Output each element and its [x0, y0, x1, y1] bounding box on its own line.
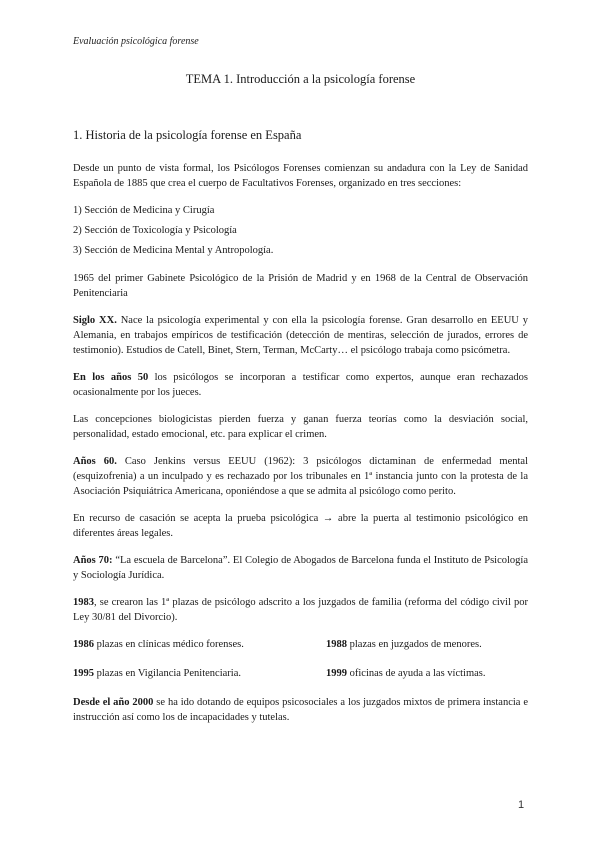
paragraph-2000: [73, 695, 528, 725]
section-heading: 1. Historia de la psicología forense en España: [73, 128, 302, 142]
paragraph-anos-60: [73, 454, 528, 499]
y2000-label: Desde el año 2000: [73, 697, 154, 708]
paragraph-anos-50: [73, 370, 528, 400]
year-label: 1986: [73, 639, 94, 650]
milestone-text: plazas en Vigilancia Penitenciaria.: [94, 668, 241, 679]
y1983-text: , se crearon las 1ª plazas de psicólogo adscrito a los juzgados de familia (reforma del código civil por Ley 30/81 del Divorcio).: [73, 597, 528, 623]
siglo-label: Siglo XX.: [73, 315, 117, 326]
milestones-row-2: [73, 666, 528, 681]
y2000-text: se ha ido dotando de equipos psicosociales a los juzgados mixtos de primera instancia e instrucción así como los de incapacidades y tutelas.: [73, 697, 528, 723]
year-label: 1988: [326, 639, 347, 650]
running-header: Evaluación psicológica forense: [73, 36, 199, 47]
year-label: 1999: [326, 668, 347, 679]
milestone-1995: [73, 666, 326, 681]
y1983-label: 1983: [73, 597, 94, 608]
siglo-text: Nace la psicología experimental y con ella la psicología forense. Gran desarrollo en EEUU y Alemania, en trabajos empíricos de testificación (detección de mentiras, selección de jurados, errores de testimonio). Estudios de Catell, Binet, Stern, Terman, McCarty… el psicólogo trabaja como psicómetra.: [73, 315, 529, 356]
anos50-label: En los años 50: [73, 372, 149, 383]
milestone-text: plazas en juzgados de menores.: [347, 639, 482, 650]
anos60-label: Años 60.: [73, 456, 117, 467]
milestone-1999: [326, 666, 528, 681]
page-title: TEMA 1. Introducción a la psicología forense: [185, 72, 416, 86]
paragraph-casacion: En recurso de casación se acepta la prueba psicológica → abre la puerta al testimonio psicológico en diferentes áreas legales.: [73, 513, 528, 539]
milestones-row-1: [73, 637, 528, 652]
list-item: 1) Sección de Medicina y Cirugía: [73, 205, 215, 216]
list-item: 2) Sección de Toxicología y Psicología: [73, 225, 237, 236]
page-number: 1: [518, 799, 525, 811]
anos70-label: Años 70:: [73, 555, 113, 566]
anos70-text: “La escuela de Barcelona”. El Colegio de Abogados de Barcelona funda el Instituto de Psicología y Sociología Jurídica.: [73, 555, 528, 581]
paragraph-concepciones: Las concepciones biologicistas pierden fuerza y ganan fuerza teorías como la desviación social, personalidad, estado emocional, etc. para explicar el crimen.: [73, 414, 528, 440]
year-label: 1995: [73, 668, 94, 679]
intro-paragraph: Desde un punto de vista formal, los Psicólogos Forenses comienzan su andadura con la Ley de Sanidad Española de 1885 que crea el cuerpo de Facultativos Forenses, organizado en tres secciones:: [73, 163, 528, 189]
paragraph-siglo-xx: [73, 313, 528, 358]
paragraph-1983: [73, 595, 528, 625]
milestone-text: oficinas de ayuda a las víctimas.: [347, 668, 486, 679]
paragraph-1965: 1965 del primer Gabinete Psicológico de la Prisión de Madrid y en 1968 de la Central de Observación Penitenciaria: [73, 273, 528, 299]
milestone-text: plazas en clínicas médico forenses.: [94, 639, 244, 650]
milestone-1988: [326, 637, 528, 652]
milestone-1986: [73, 637, 326, 652]
anos60-text: Caso Jenkins versus EEUU (1962): 3 psicólogos dictaminan de enfermedad mental (esquizofrenia) a un inculpado y es rechazado por los tribunales en 1ª instancia junto con la protesta de la Asociación Psiquiátrica Americana, oponiéndose a que se admita al psicólogo como perito.: [73, 456, 528, 497]
page-content: [73, 72, 528, 737]
sections-list: [73, 203, 528, 258]
anos50-text: los psicólogos se incorporan a testificar como expertos, aunque eran rechazados ocasionalmente por los jueces.: [73, 372, 528, 398]
list-item: 3) Sección de Medicina Mental y Antropología.: [73, 245, 274, 256]
paragraph-anos-70: [73, 553, 528, 583]
